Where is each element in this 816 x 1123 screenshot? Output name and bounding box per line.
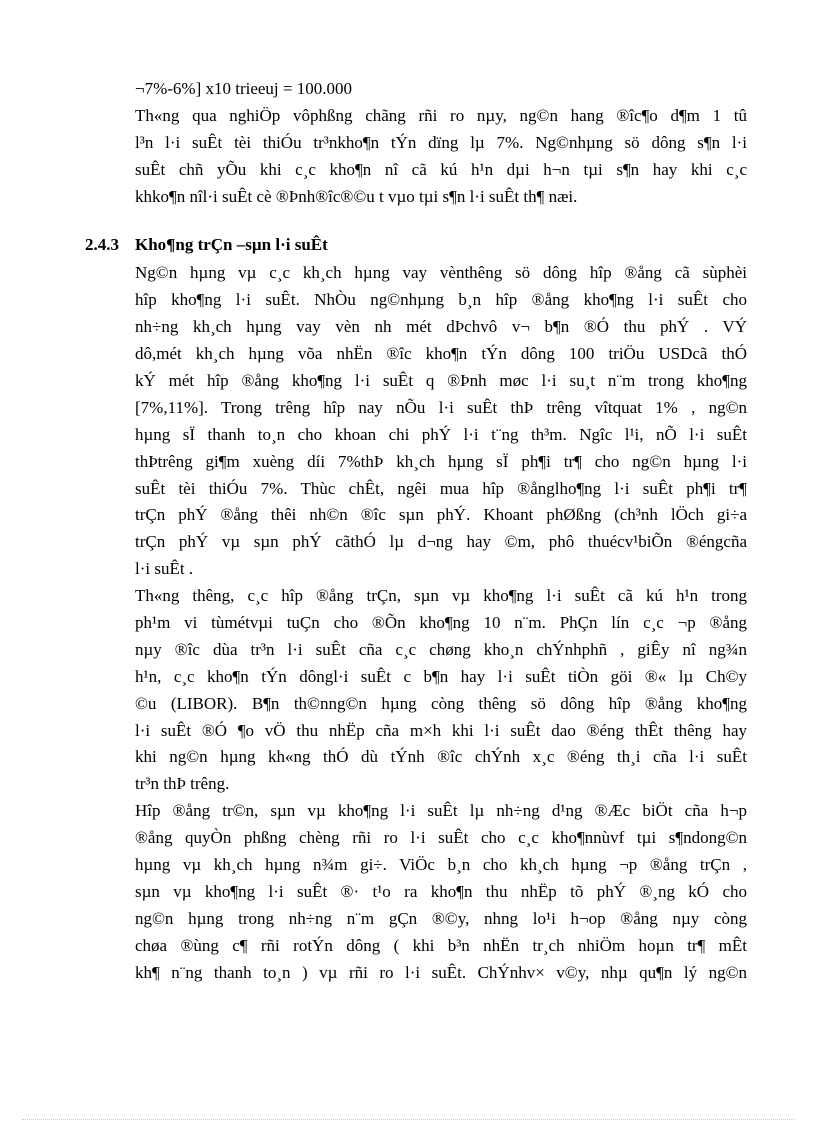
text-line: khi ng©n hµng kh«ng thÓ dù tÝnh ®îc chÝnh x¸c ®éng th¸i cña l·i suÊt bbox=[135, 747, 747, 767]
section-number: 2.4.3 bbox=[85, 235, 119, 255]
text-line: tr³n thÞ trêng. bbox=[135, 774, 230, 794]
text-line: chøa ®ùng c¶ rñi rotÝn dông ( khi b³n nhËn tr¸ch nhiÖm hoµn tr¶ mÊt bbox=[135, 935, 747, 955]
text-line: h¹n, c¸c kho¶n tÝn dôngl·i suÊt c b¶n hay l·i suÊt tiÒn göi ®« lµ Ch©y bbox=[135, 666, 747, 686]
text-line: trÇn phÝ ®ång thêi nh©n ®îc sµn phÝ. Khoant phØßng (ch³nh lÖch gi÷a bbox=[135, 505, 747, 525]
text-line: nµy ®îc dùa tr³n l·i suÊt cña c¸c chøng kho¸n chÝnhphñ , giÊy nî ng¾n bbox=[135, 639, 747, 659]
section-heading bbox=[85, 230, 747, 260]
text-line: hîp kho¶ng l·i suÊt. NhÒu ng©nhµng b¸n hîp ®ång kho¶ng l·i suÊt cho bbox=[135, 290, 747, 310]
paragraph-1 bbox=[135, 260, 747, 583]
text-line: sµn vµ kho¶ng l·i suÊt ®· t¹o ra kho¶n thu nhËp tõ phÝ ®¸ng kÓ cho bbox=[135, 881, 747, 901]
text-line: ©u (LIBOR). B¶n th©nng©n hµng còng thêng sö dông hîp ®ång kho¶ng bbox=[135, 693, 747, 713]
text-line: nh÷ng kh¸ch hµng vay vèn nh mét dÞchvô v¬ b¶n ®Ó thu phÝ . VÝ bbox=[135, 317, 747, 337]
text-line: l³n l·i suÊt tèi thiÓu tr³nkho¶n tÝn dïng lµ 7%. Ng©nhµng sö dông s¶n l·i bbox=[135, 132, 747, 152]
text-line: suÊt tèi thiÓu 7%. Thùc chÊt, ngêi mua hîp ®ånglho¶ng l·i suÊt ph¶i tr¶ bbox=[135, 478, 747, 498]
text-line: ng©n hµng trong nh÷ng n¨m gÇn ®©y, nhng lo¹i h¬op ®ång nµy còng bbox=[135, 908, 747, 928]
text-line: ph¹m vi tùmétvµi tuÇn cho ®Õn kho¶ng 10 n¨m. PhÇn lín c¸c ¬p ®ång bbox=[135, 613, 747, 633]
text-line: Th«ng thêng, c¸c hîp ®ång trÇn, sµn vµ kho¶ng l·i suÊt cã kú h¹n trong bbox=[135, 586, 747, 606]
text-line: [7%,11%]. Trong trêng hîp nay nÕu l·i suÊt thÞ trêng vîtquat 1% , ng©n bbox=[135, 397, 747, 417]
text-line: trÇn phÝ vµ sµn phÝ cãthÓ lµ d¬ng hay ©m, phô thuécv¹biÕn ®éngcña bbox=[135, 532, 747, 552]
text-line: l·i suÊt . bbox=[135, 559, 194, 579]
text-line: thÞtrêng gi¶m xuèng díi 7%thÞ kh¸ch hµng sÏ ph¶i tr¶ cho ng©n hµng l·i bbox=[135, 451, 747, 471]
intro-paragraph bbox=[135, 76, 747, 210]
text-line: kÝ mét hîp ®ång kho¶ng l·i suÊt q ®Þnh møc l·i su¸t n¨m trong kho¶ng bbox=[135, 371, 747, 391]
text-line: hµng vµ kh¸ch hµng n¾m gi÷. ViÖc b¸n cho kh¸ch hµng ¬p ®ång trÇn , bbox=[135, 855, 747, 875]
text-line: Hîp ®ång tr©n, sµn vµ kho¶ng l·i suÊt lµ nh÷ng d¹ng ®Æc biÖt cña h¬p bbox=[135, 801, 747, 821]
page-content bbox=[85, 76, 747, 987]
paragraph-2 bbox=[135, 583, 747, 798]
text-line: ®ång quyÒn phßng chèng rñi ro l·i suÊt cho c¸c kho¶nnùvf tµi s¶ndong©n bbox=[135, 828, 747, 848]
text-line: kh¶ n¨ng thanh to¸n ) vµ rñi ro l·i suÊt. ChÝnhv× v©y, nhµ qu¶n lý ng©n bbox=[135, 962, 747, 982]
text-line: Th«ng qua nghiÖp vôphßng chãng rñi ro nµy, ng©n hang ®îc¶o d¶m 1 tû bbox=[135, 105, 747, 125]
text-line: hµng sÏ thanh to¸n cho khoan chi phÝ l·i t¨ng th³m. Ngîc l¹i, nÕ l·i suÊt bbox=[135, 424, 747, 444]
section-title: Kho¶ng trÇn –sµn l·i suÊt bbox=[135, 235, 328, 255]
paragraph-3 bbox=[135, 798, 747, 986]
text-line: l·i suÊt ®Ó ¶o vÖ thu nhËp cña m×h khi l·i suÊt dao ®éng thÊt thêng hay bbox=[135, 720, 747, 740]
text-line: khko¶n nîl·i suÊt cè ®Þnh®îc®©u t vµo tµi s¶n l·i suÊt th¶ næi. bbox=[135, 186, 578, 206]
text-line: ¬7%-6%] x10 trieeuj = 100.000 bbox=[135, 79, 352, 98]
page-bottom-divider bbox=[22, 1119, 794, 1120]
text-line: Ng©n hµng vµ c¸c kh¸ch hµng vay vènthêng sö dông hîp ®ång cã sùphèi bbox=[135, 263, 747, 283]
text-line: dô,mét kh¸ch hµng võa nhËn ®îc kho¶n tÝn dông 100 triÖu USDcã thÓ bbox=[135, 344, 747, 364]
text-line: suÊt chñ yÕu khi c¸c kho¶n nî cã kú h¹n dµi h¬n tµi s¶n hay khi c¸c bbox=[135, 159, 747, 179]
